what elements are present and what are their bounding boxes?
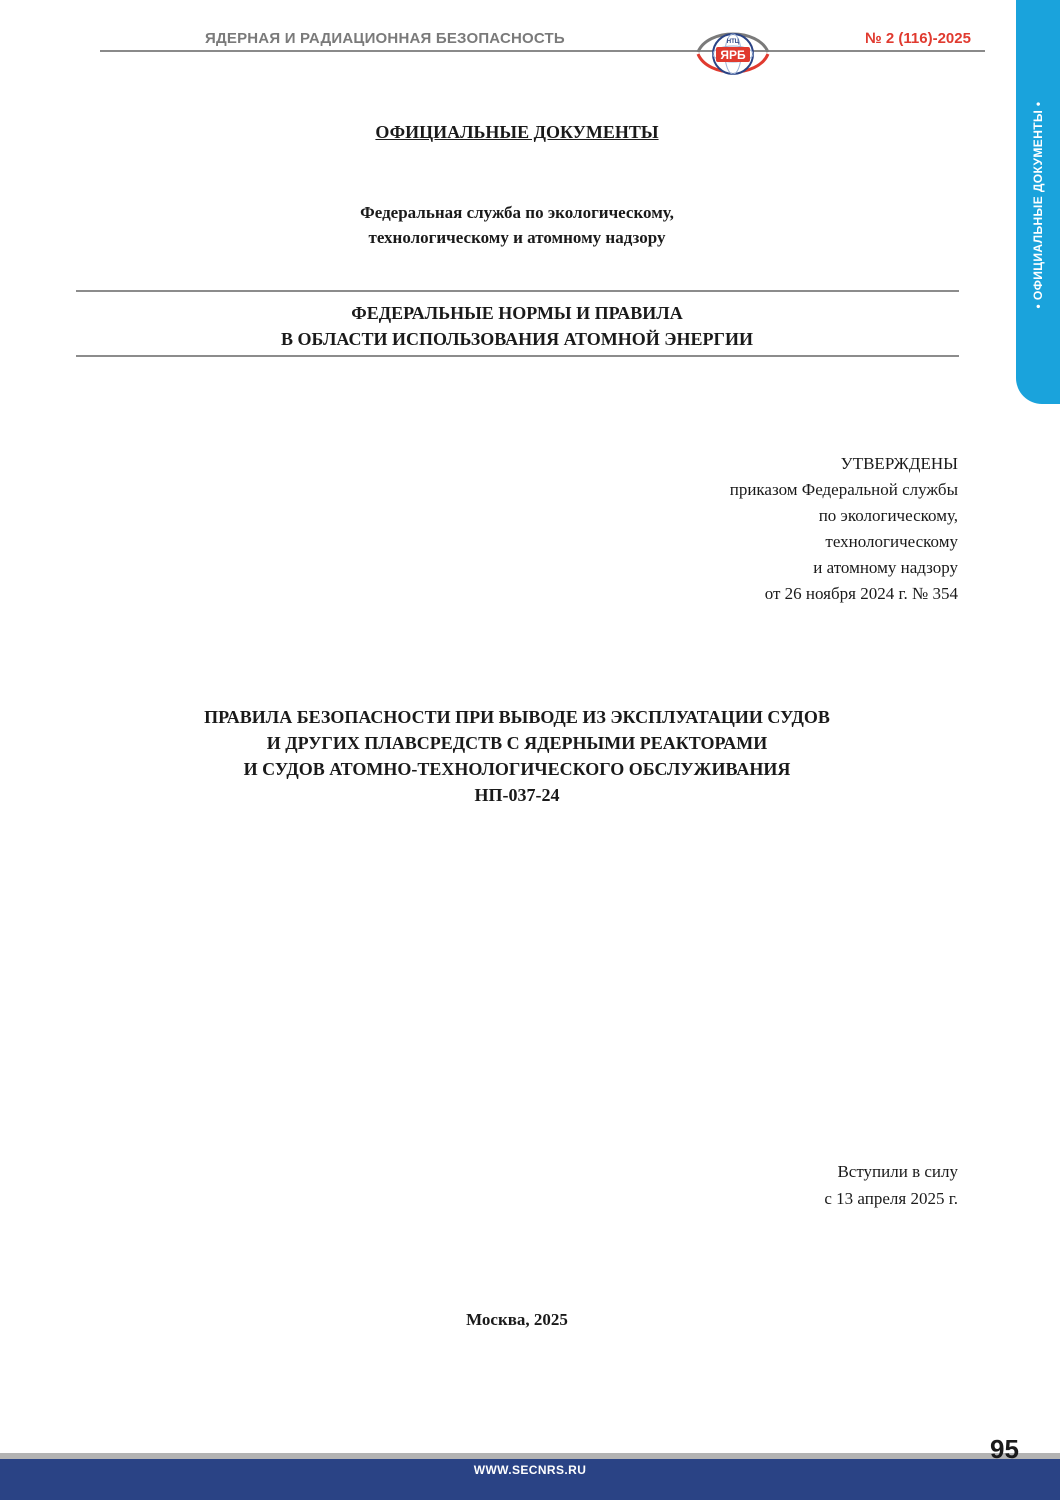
top-rule — [76, 290, 959, 292]
approval-line: и атомному надзору — [813, 558, 958, 577]
city-year: Москва, 2025 — [466, 1310, 568, 1329]
logo-small-text: НТЦ — [726, 39, 740, 45]
approval-line: от 26 ноября 2024 г. № 354 — [764, 584, 958, 603]
title-line: И СУДОВ АТОМНО-ТЕХНОЛОГИЧЕСКОГО ОБСЛУЖИВАНИЯ — [243, 759, 791, 779]
journal-name: ЯДЕРНАЯ И РАДИАЦИОННАЯ БЕЗОПАСНОСТЬ — [205, 30, 565, 47]
section-title: ОФИЦИАЛЬНЫЕ ДОКУМЕНТЫ — [375, 122, 659, 142]
effective-line-2: с 13 апреля 2025 г. — [824, 1189, 958, 1208]
approval-line: УТВЕРЖДЕНЫ — [840, 454, 958, 473]
approval-block — [560, 451, 958, 607]
logo-text: ЯРБ — [720, 48, 746, 62]
agency-line-1: Федеральная служба по экологическому, — [360, 203, 674, 222]
footer-url-link[interactable]: WWW.SECNRS.RU — [473, 1463, 587, 1477]
header-divider — [100, 50, 985, 52]
bottom-rule — [76, 355, 959, 357]
journal-logo — [694, 22, 772, 82]
effective-date-block — [560, 1158, 958, 1212]
norms-line-1: ФЕДЕРАЛЬНЫЕ НОРМЫ И ПРАВИЛА — [351, 303, 683, 323]
document-title — [76, 704, 958, 808]
effective-line-1: Вступили в силу — [837, 1162, 958, 1181]
norms-heading — [76, 300, 958, 352]
side-tab-label: • ОФИЦИАЛЬНЫЕ ДОКУМЕНТЫ • — [1031, 101, 1045, 309]
agency-line-2: технологическому и атомному надзору — [368, 228, 666, 247]
issue-number: № 2 (116)-2025 — [865, 30, 971, 47]
approval-line: приказом Федеральной службы — [729, 480, 958, 499]
agency-name — [76, 200, 958, 250]
document-code: НП-037-24 — [474, 785, 560, 805]
approval-line: технологическому — [825, 532, 958, 551]
title-line: ПРАВИЛА БЕЗОПАСНОСТИ ПРИ ВЫВОДЕ ИЗ ЭКСПЛУАТАЦИИ СУДОВ — [204, 707, 830, 727]
page-number: 95 — [990, 1434, 1019, 1464]
title-line: И ДРУГИХ ПЛАВСРЕДСТВ С ЯДЕРНЫМИ РЕАКТОРАМИ — [266, 733, 768, 753]
approval-line: по экологическому, — [818, 506, 958, 525]
norms-line-2: В ОБЛАСТИ ИСПОЛЬЗОВАНИЯ АТОМНОЙ ЭНЕРГИИ — [281, 329, 753, 349]
